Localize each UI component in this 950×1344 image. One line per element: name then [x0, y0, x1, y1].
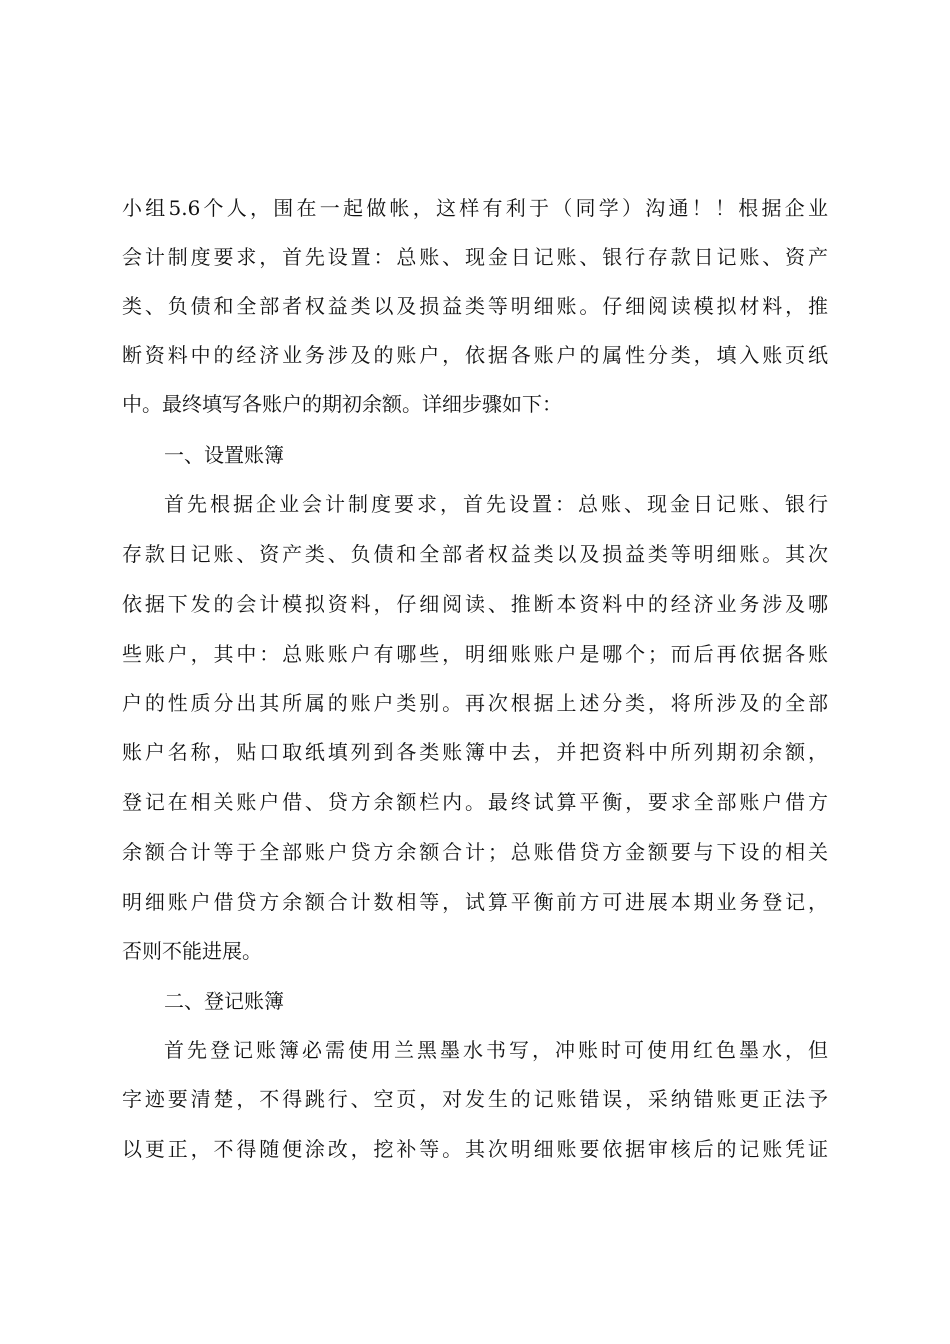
text-line: 小组5.6个人，围在一起做帐，这样有利于（同学）沟通！！根据企业 — [122, 196, 828, 220]
text-line: 以更正，不得随便涂改，挖补等。其次明细账要依据审核后的记账凭证 — [122, 1137, 828, 1161]
text-line: 字迹要清楚，不得跳行、空页，对发生的记账错误，采纳错账更正法予 — [122, 1087, 828, 1111]
text-line: 些账户，其中：总账账户有哪些，明细账账户是哪个；而后再依据各账 — [122, 642, 828, 666]
text-line: 登记在相关账户借、贷方余额栏内。最终试算平衡，要求全部账户借方 — [122, 790, 828, 814]
text-line: 依据下发的会计模拟资料，仔细阅读、推断本资料中的经济业务涉及哪 — [122, 592, 828, 616]
section-heading: 一、设置账簿 — [164, 443, 284, 467]
text-line: 否则不能进展。 — [122, 939, 262, 963]
text-line: 存款日记账、资产类、负债和全部者权益类以及损益类等明细账。其次 — [122, 542, 828, 566]
text-line: 中。最终填写各账户的期初余额。详细步骤如下： — [122, 392, 562, 416]
text-line: 会计制度要求，首先设置：总账、现金日记账、银行存款日记账、资产 — [122, 245, 828, 269]
text-line: 断资料中的经济业务涉及的账户，依据各账户的属性分类，填入账页纸 — [122, 343, 828, 367]
text-line: 首先根据企业会计制度要求，首先设置：总账、现金日记账、银行 — [164, 492, 828, 516]
section-heading: 二、登记账簿 — [164, 989, 284, 1013]
text-line: 户的性质分出其所属的账户类别。再次根据上述分类，将所涉及的全部 — [122, 691, 828, 715]
text-line: 账户名称，贴口取纸填列到各类账簿中去，并把资料中所列期初余额， — [122, 740, 828, 764]
text-line: 余额合计等于全部账户贷方余额合计；总账借贷方金额要与下设的相关 — [122, 840, 828, 864]
text-line: 明细账户借贷方余额合计数相等，试算平衡前方可进展本期业务登记， — [122, 890, 828, 914]
text-line: 首先登记账簿必需使用兰黑墨水书写，冲账时可使用红色墨水，但 — [164, 1038, 828, 1062]
text-line: 类、负债和全部者权益类以及损益类等明细账。仔细阅读模拟材料，推 — [122, 294, 828, 318]
